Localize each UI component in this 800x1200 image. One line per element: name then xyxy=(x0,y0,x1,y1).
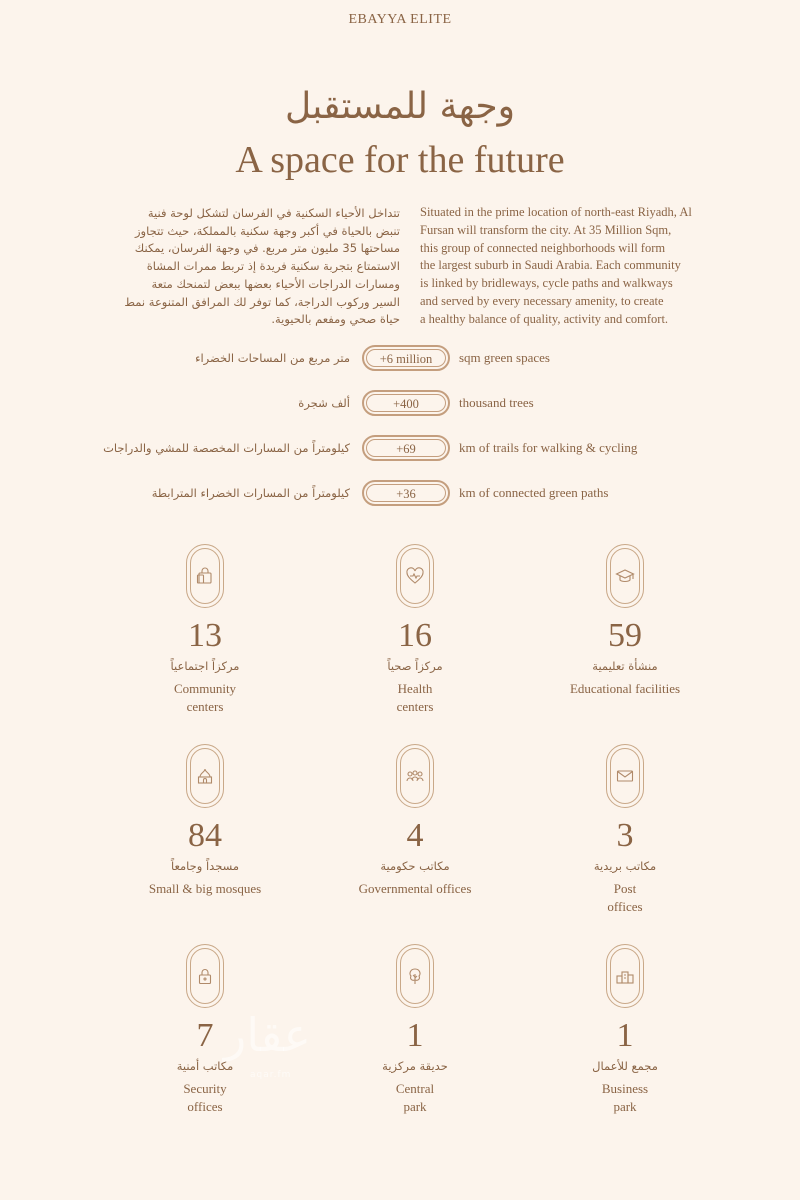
facility-count: 84 xyxy=(188,817,222,854)
icon-frame xyxy=(606,744,644,808)
facility-label-line: Community xyxy=(173,681,237,696)
facility-count: 16 xyxy=(398,617,432,654)
stat-label-arabic: كيلومتراً من المسارات الخضراء المترابطة xyxy=(151,486,350,500)
stat-pill xyxy=(362,435,450,461)
facility-post-offices xyxy=(525,744,725,915)
heart-icon xyxy=(405,566,425,586)
graduation-cap-icon xyxy=(615,566,635,586)
lock-icon xyxy=(195,966,215,986)
stat-pill xyxy=(362,390,450,416)
intro-line: a healthy balance of quality, activity and comfort. xyxy=(420,311,669,326)
facility-label xyxy=(105,1080,305,1115)
intro-line-ar: مساحتها 35 مليون متر مربع. في وجهة الفرسان، يمكنك xyxy=(134,241,400,256)
stat-label: thousand trees xyxy=(459,395,534,410)
facility-security-offices xyxy=(105,944,305,1115)
facility-label xyxy=(315,1080,515,1115)
stat-row-green-paths xyxy=(0,480,800,510)
page-title-arabic: وجهة للمستقبل xyxy=(285,86,515,127)
intro-line-ar: حياة صحي ومفعم بالحيوية. xyxy=(271,312,400,327)
stat-label-arabic: ألف شجرة xyxy=(298,396,350,410)
intro-line: Situated in the prime location of north-east Riyadh, Al xyxy=(420,205,692,219)
icon-frame xyxy=(186,944,224,1008)
facility-label xyxy=(105,680,305,715)
facility-label-line: offices xyxy=(187,1098,223,1114)
facility-label-line: offices xyxy=(607,898,643,914)
stat-label-arabic: كيلومتراً من المسارات المخصصة للمشي والدراجات xyxy=(103,441,350,455)
facility-label-line: centers xyxy=(186,698,224,714)
people-icon xyxy=(405,766,425,786)
facility-label-arabic: حديقة مركزية xyxy=(382,1059,448,1073)
stat-value: +69 xyxy=(396,442,416,456)
facility-label xyxy=(525,680,725,698)
facility-label-line: Health xyxy=(397,681,433,696)
icon-frame xyxy=(396,744,434,808)
stat-value: +6 million xyxy=(379,352,433,366)
stat-label-arabic: متر مربع من المساحات الخضراء xyxy=(195,351,350,365)
facility-label-arabic: مركزاً صحياً xyxy=(387,659,443,673)
facility-label-arabic: مكاتب حكومية xyxy=(380,859,450,873)
intro-paragraph xyxy=(420,204,720,329)
facility-label-arabic: مركزاً اجتماعياً xyxy=(170,659,240,673)
facility-label-line: centers xyxy=(396,698,434,714)
icon-frame xyxy=(186,744,224,808)
intro-line-ar: السير وركوب الدراجة، كما توفر لك المرافق المتنوعة نمط xyxy=(124,294,400,309)
facility-count: 1 xyxy=(406,1017,424,1054)
icon-frame xyxy=(396,544,434,608)
facility-mosques xyxy=(105,744,305,898)
stat-value: +400 xyxy=(393,397,419,411)
intro-line: and served by every necessary amenity, to create xyxy=(420,293,664,308)
facility-label xyxy=(105,880,305,898)
facility-label xyxy=(315,680,515,715)
stat-label: sqm green spaces xyxy=(459,350,550,365)
facility-label-arabic: مكاتب بريدية xyxy=(593,859,657,873)
page-title: A space for the future xyxy=(235,139,565,181)
facility-governmental xyxy=(315,744,515,898)
facility-label-arabic: مجمع للأعمال xyxy=(592,1059,658,1073)
facility-label xyxy=(525,880,725,915)
facility-label-arabic: منشأة تعليمية xyxy=(592,659,658,673)
intro-line: this group of connected neighborhoods will form xyxy=(420,240,666,255)
stat-label: km of trails for walking & cycling xyxy=(459,440,638,455)
facility-label-line: Business xyxy=(601,1081,649,1096)
icon-frame xyxy=(606,944,644,1008)
intro-line-ar: تتداخل الأحياء السكنية في الفرسان لتشكل لوحة فنية xyxy=(147,206,400,220)
stat-pill xyxy=(362,480,450,506)
intro-line-ar: الاستمتاع بتجربة سكنية فريدة إذ تربط ممرات المشاة xyxy=(146,259,400,274)
facility-label-line: Educational facilities xyxy=(569,681,681,696)
intro-line: the largest suburb in Saudi Arabia. Each community xyxy=(420,258,681,273)
facility-count: 59 xyxy=(608,617,642,654)
stat-pill xyxy=(362,345,450,371)
facility-count: 7 xyxy=(196,1017,214,1054)
facility-count: 13 xyxy=(188,617,222,654)
facility-count: 1 xyxy=(616,1017,634,1054)
facility-count: 3 xyxy=(616,817,634,854)
watermark-text: aqar.fm xyxy=(250,1070,292,1080)
facility-label-line: Central xyxy=(395,1081,435,1096)
facility-label-line: Post xyxy=(613,881,637,896)
facility-label-arabic: مكاتب أمنية xyxy=(176,1059,234,1073)
stat-row-trails xyxy=(0,435,800,465)
tree-icon xyxy=(405,966,425,986)
stat-row-green-spaces xyxy=(0,345,800,375)
facility-label-line: park xyxy=(613,1098,637,1114)
facility-label-line: park xyxy=(403,1098,427,1114)
facility-label xyxy=(315,880,515,898)
intro-paragraph-arabic xyxy=(100,205,400,329)
stat-row-trees xyxy=(0,390,800,420)
facility-community-centers xyxy=(105,544,305,715)
facility-count: 4 xyxy=(406,817,424,854)
intro-line-ar: تنبض بالحياة في أكبر وجهة سكنية بالمملكة، حيث تتجاوز xyxy=(134,223,400,238)
facility-label xyxy=(525,1080,725,1115)
stat-value: +36 xyxy=(396,487,416,501)
envelope-icon xyxy=(615,766,635,786)
intro-line: is linked by bridleways, cycle paths and walkways xyxy=(420,276,673,291)
watermark-text-arabic: عقار xyxy=(224,1008,311,1062)
facility-business-park xyxy=(525,944,725,1115)
facility-label-line: Governmental offices xyxy=(358,881,472,896)
mosque-icon xyxy=(195,766,215,786)
facility-central-park xyxy=(315,944,515,1115)
facility-label-line: Security xyxy=(183,1081,227,1096)
brand-name: EBAYYA ELITE xyxy=(348,12,452,27)
intro-line: Fursan will transform the city. At 35 Million Sqm, xyxy=(420,222,672,237)
icon-frame xyxy=(606,544,644,608)
shopping-bag-icon xyxy=(195,566,215,586)
stat-label: km of connected green paths xyxy=(459,485,609,500)
facility-label-line: Small & big mosques xyxy=(148,881,262,896)
facility-educational xyxy=(525,544,725,698)
icon-frame xyxy=(186,544,224,608)
facility-label-arabic: مسجداً وجامعاً xyxy=(170,859,240,873)
intro-line-ar: ومسارات الدراجات الأحياء بعضها ببعض لتمنحك متعة xyxy=(151,276,400,291)
buildings-icon xyxy=(615,966,635,986)
icon-frame xyxy=(396,944,434,1008)
facility-health-centers xyxy=(315,544,515,715)
